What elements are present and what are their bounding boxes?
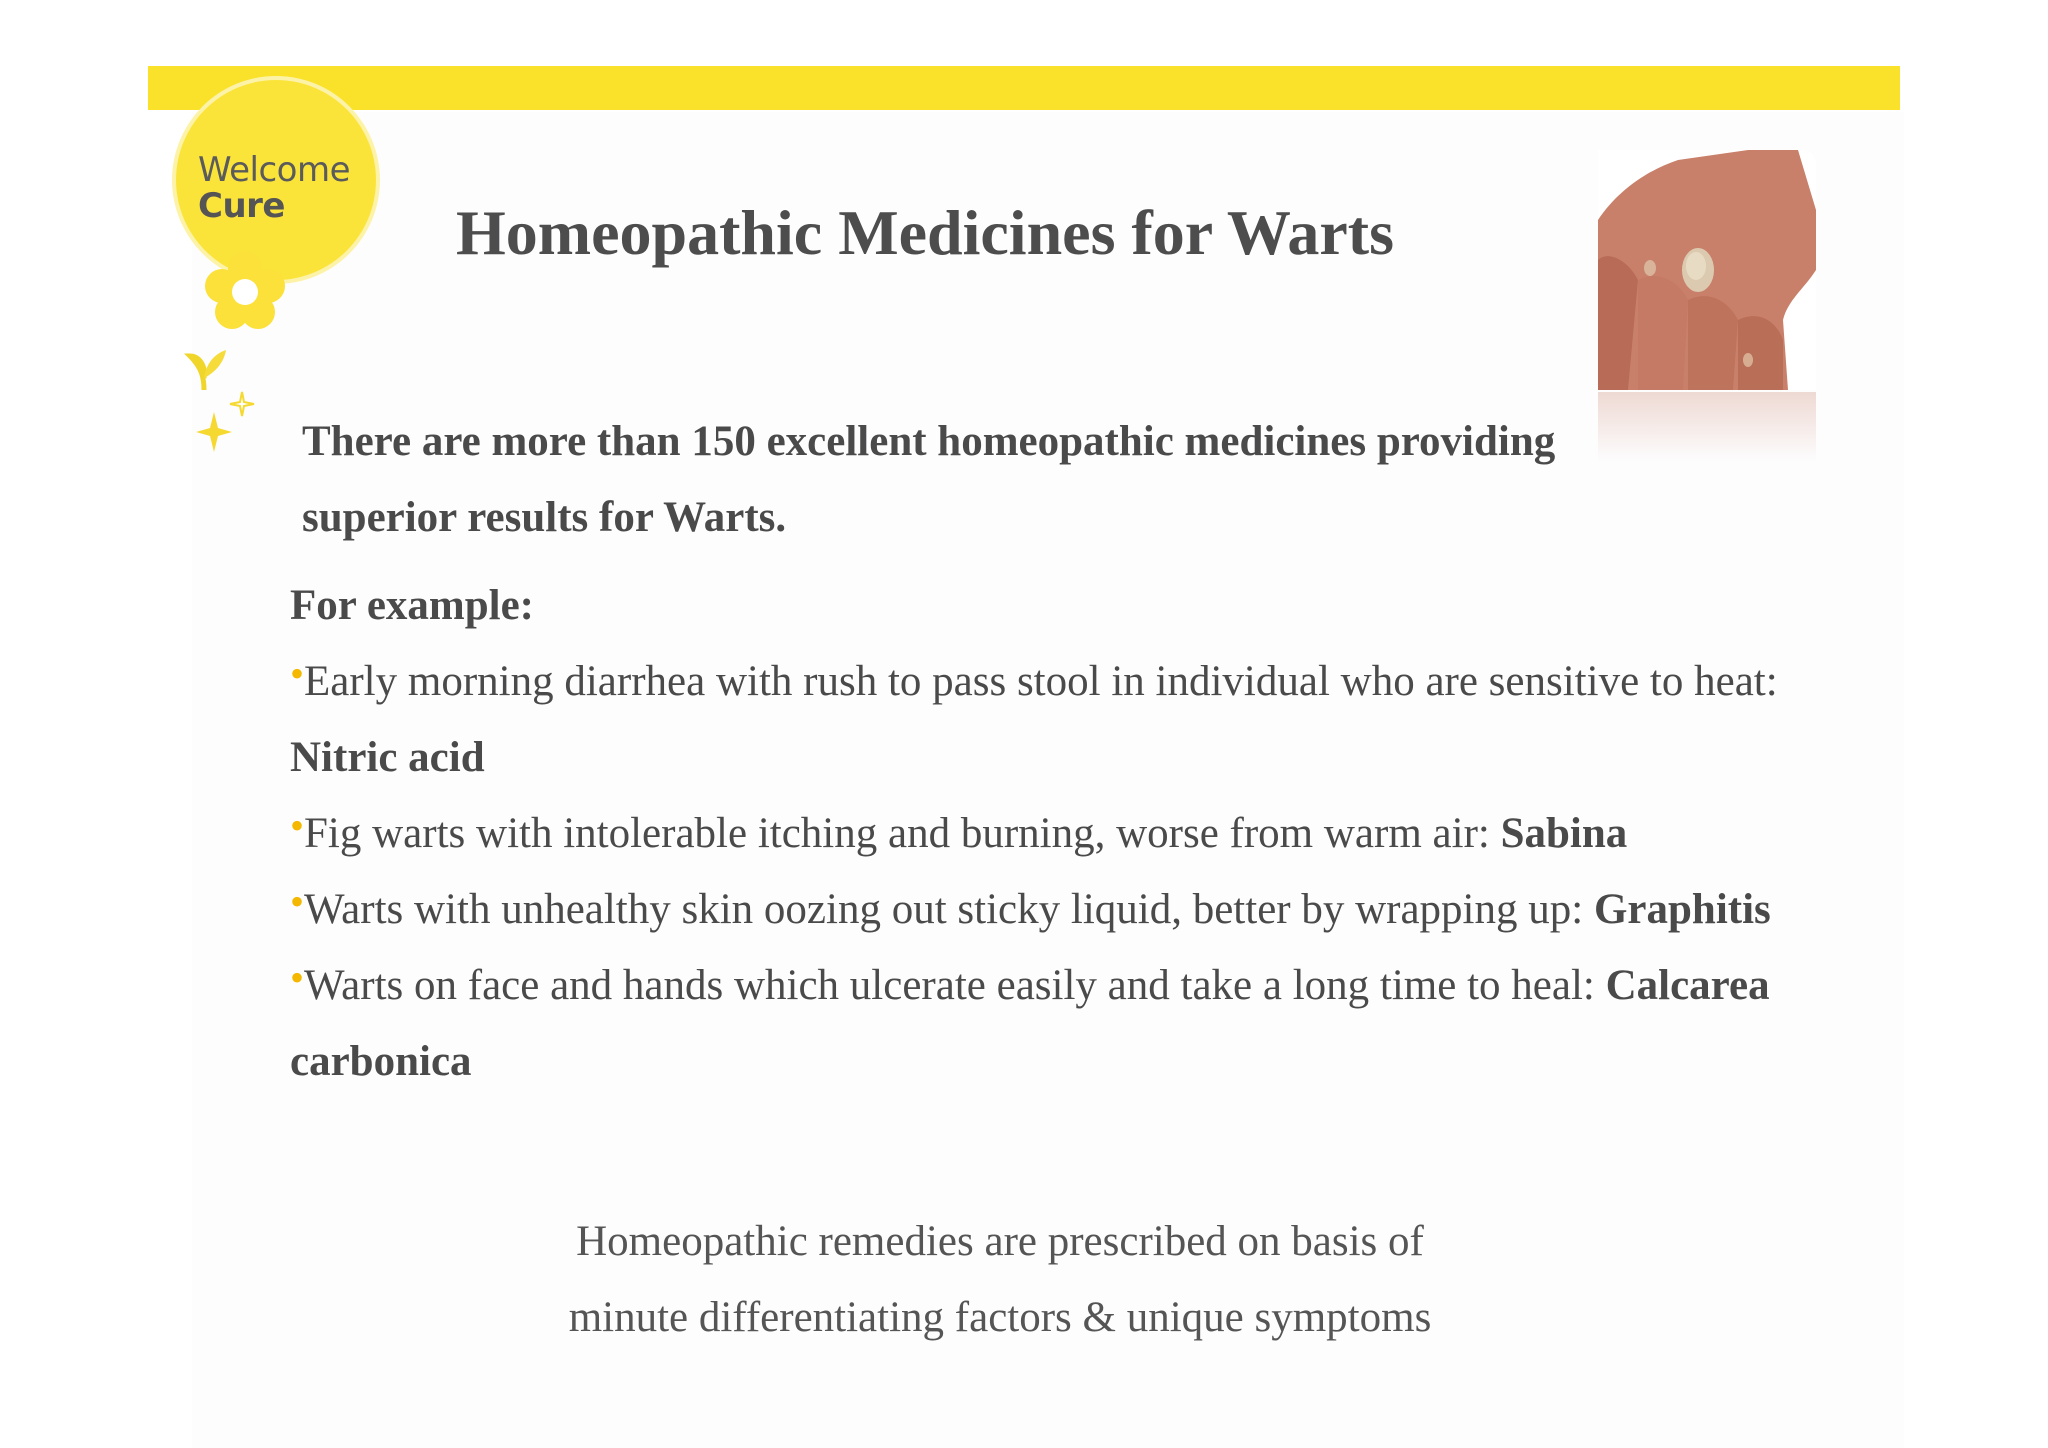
bullet-icon: •	[290, 803, 305, 848]
logo-line2: Cure	[198, 186, 285, 226]
medicine-name: Sabina	[1500, 810, 1628, 857]
hand-photo-icon	[1598, 150, 1816, 390]
logo-text	[198, 152, 350, 224]
list-item-text: Fig warts with intolerable itching and burning, worse from warm air:	[304, 810, 1501, 857]
medicine-name: Graphitis	[1593, 886, 1771, 933]
intro-text: There are more than 150 excellent homeopathic medicines providing superior results for Warts.	[302, 418, 1556, 541]
medicine-name: Nitric acid	[290, 734, 485, 781]
hand-wart-image	[1598, 150, 1816, 390]
sprout-icon	[176, 338, 232, 394]
list-item-text: Warts on face and hands which ulcerate easily and take a long time to heal:	[304, 962, 1606, 1009]
footer-line2: minute differentiating factors & unique symptoms	[568, 1294, 1432, 1341]
bullet-icon: •	[290, 651, 305, 696]
list-item-text: Warts with unhealthy skin oozing out sticky liquid, better by wrapping up:	[304, 886, 1594, 933]
page-title: Homeopathic Medicines for Warts	[456, 197, 1394, 268]
example-label: For example:	[290, 582, 534, 629]
list-item	[290, 872, 1850, 948]
bullet-icon: •	[290, 879, 305, 924]
bullet-icon: •	[290, 955, 305, 1000]
footer-note	[420, 1204, 1580, 1356]
examples-section	[290, 568, 1850, 1100]
list-item	[290, 644, 1850, 796]
logo-line1: Welcome	[198, 150, 351, 190]
sparkle-icon	[192, 388, 264, 460]
list-item	[290, 948, 1850, 1100]
medicine-name: Calcarea carbonica	[290, 962, 1770, 1085]
list-item	[290, 796, 1850, 872]
footer-line1: Homeopathic remedies are prescribed on basis of	[576, 1218, 1424, 1265]
flower-icon	[200, 246, 290, 336]
list-item-text: Early morning diarrhea with rush to pass stool in individual who are sensitive to heat:	[304, 658, 1778, 705]
top-accent-bar	[148, 66, 1900, 110]
